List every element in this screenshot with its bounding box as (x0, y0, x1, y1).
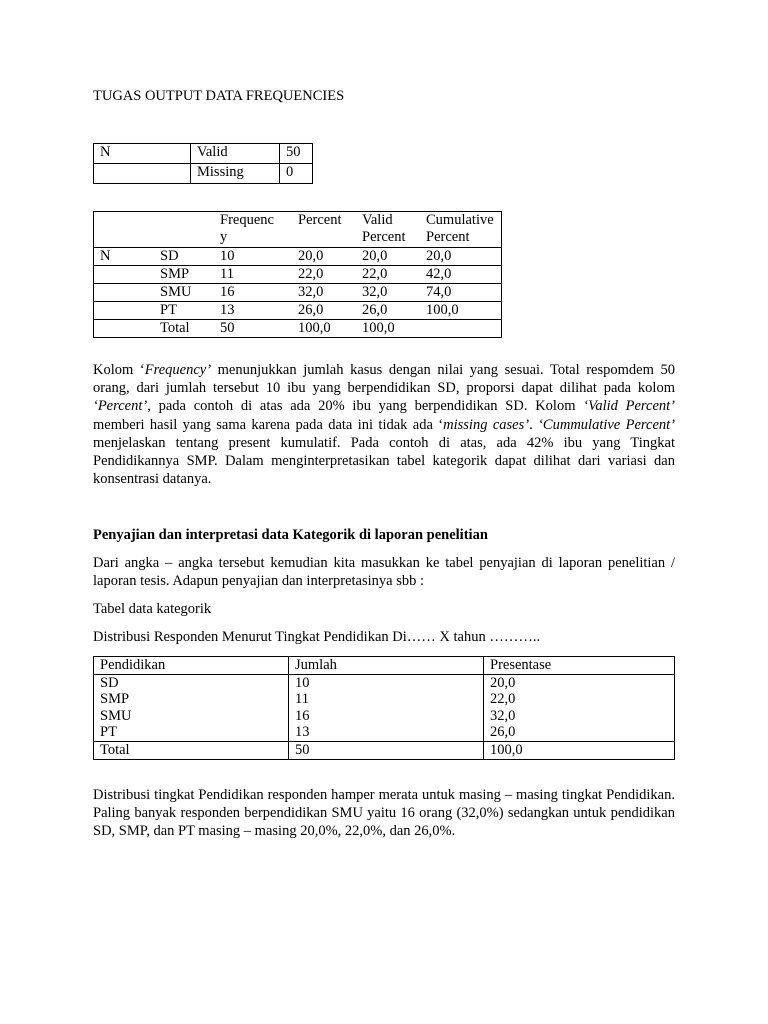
table-cell: Total (94, 741, 289, 759)
table-cell: PT (154, 302, 214, 320)
table-cell: 16 (289, 708, 484, 725)
table-cell (94, 266, 155, 284)
table-cell: 32,0 (356, 284, 420, 302)
table-cell: Total (154, 320, 214, 338)
header-jumlah: Jumlah (289, 657, 484, 675)
explanation-paragraph: Kolom ‘Frequency’ menunjukkan jumlah kasus dengan nilai yang sesuai. Total respomdem 50 orang, dari jumlah tersebut 10 ibu yang berpendidikan SD, proporsi dapat dilihat pada kolom ‘Percent’, pada contoh di atas ada 20% ibu yang berpendidikan SD. Kolom ‘Valid Percent’ memberi hasil yang sama karena pada data ini tidak ada ‘missing cases’. ‘Cummulative Percent’ menjelaskan tentang present kumulatif. Pada contoh di atas, ada 42% ibu yang Tingkat Pendidikannya SMP. Dalam menginterpretasikan tabel kategorik dapat dilihat dari variasi dan konsentrasi datanya. (93, 362, 676, 488)
table-cell: Missing (191, 164, 280, 184)
table-row (94, 302, 502, 320)
table-cell: 13 (214, 302, 292, 320)
document-title: TUGAS OUTPUT DATA FREQUENCIES (93, 88, 345, 104)
table-cell: 32,0 (292, 284, 356, 302)
table-label: Tabel data kategorik (93, 601, 212, 617)
header-pendidikan: Pendidikan (94, 657, 289, 675)
table-cell: 22,0 (484, 691, 675, 708)
table-cell (94, 302, 155, 320)
section-heading: Penyajian dan interpretasi data Kategorik di laporan penelitian (93, 527, 488, 543)
table-cell: 50 (280, 144, 313, 164)
table-cell: 20,0 (292, 248, 356, 266)
table-cell: 100,0 (356, 320, 420, 338)
header-presentase: Presentase (484, 657, 675, 675)
table-cell: 50 (214, 320, 292, 338)
table-cell: N (94, 248, 155, 266)
table-cell: SMP (154, 266, 214, 284)
header-cumulative-percent: Cumulative Percent (420, 212, 502, 248)
table-cell: 10 (289, 674, 484, 691)
table-cell: 26,0 (292, 302, 356, 320)
table-cell: 22,0 (356, 266, 420, 284)
table-row (94, 708, 675, 725)
table-cell: 100,0 (484, 741, 675, 759)
table-cell: 100,0 (292, 320, 356, 338)
table-cell: SMU (154, 284, 214, 302)
table-header-row (94, 657, 675, 675)
table-cell: 10 (214, 248, 292, 266)
conclusion-paragraph: Distribusi tingkat Pendidikan responden hamper merata untuk masing – masing tingkat Pendidikan. Paling banyak responden berpendidikan SMU yaitu 16 orang (32,0%) sedangkan untuk pendidikan SD, SMP, dan PT masing – masing 20,0%, 22,0%, dan 26,0%. (93, 787, 675, 840)
header-percent: Percent (292, 212, 356, 248)
table-cell: PT (94, 724, 289, 741)
header-frequency: Frequenc y (214, 212, 292, 248)
table-cell: 20,0 (356, 248, 420, 266)
table-row (94, 674, 675, 691)
table-cell: 20,0 (484, 674, 675, 691)
table-cell (94, 320, 155, 338)
frequency-table (93, 211, 502, 338)
table-row (94, 266, 502, 284)
table-cell: 50 (289, 741, 484, 759)
intro-paragraph: Dari angka – angka tersebut kemudian kita masukkan ke tabel penyajian di laporan penelitian / laporan tesis. Adapun penyajian dan interpretasinya sbb : (93, 555, 675, 590)
table-row (94, 144, 313, 164)
table-header-row (94, 212, 502, 248)
table-caption: Distribusi Responden Menurut Tingkat Pendidikan Di…… X tahun ……….. (93, 629, 541, 645)
table-cell: SD (94, 674, 289, 691)
table-cell: 74,0 (420, 284, 502, 302)
table-cell (154, 212, 214, 248)
table-cell (94, 284, 155, 302)
table-row (94, 248, 502, 266)
category-table (93, 656, 675, 760)
table-cell: Valid (191, 144, 280, 164)
table-cell: 20,0 (420, 248, 502, 266)
table-cell: 32,0 (484, 708, 675, 725)
table-row (94, 164, 313, 184)
header-valid-percent: Valid Percent (356, 212, 420, 248)
table-row (94, 691, 675, 708)
table-row (94, 724, 675, 741)
table-cell: SD (154, 248, 214, 266)
table-cell: 16 (214, 284, 292, 302)
table-cell (420, 320, 502, 338)
table-cell: 11 (289, 691, 484, 708)
table-cell: 100,0 (420, 302, 502, 320)
table-cell: 42,0 (420, 266, 502, 284)
table-cell: 26,0 (356, 302, 420, 320)
table-cell: SMU (94, 708, 289, 725)
table-cell (94, 212, 155, 248)
table-cell: 13 (289, 724, 484, 741)
table-cell: N (94, 144, 191, 164)
table-cell: 26,0 (484, 724, 675, 741)
table-cell: 22,0 (292, 266, 356, 284)
table-cell: 0 (280, 164, 313, 184)
table-row (94, 284, 502, 302)
table-cell: SMP (94, 691, 289, 708)
table-total-row (94, 741, 675, 759)
table-cell: 11 (214, 266, 292, 284)
table-row (94, 320, 502, 338)
table-cell (94, 164, 191, 184)
summary-table (93, 143, 313, 184)
